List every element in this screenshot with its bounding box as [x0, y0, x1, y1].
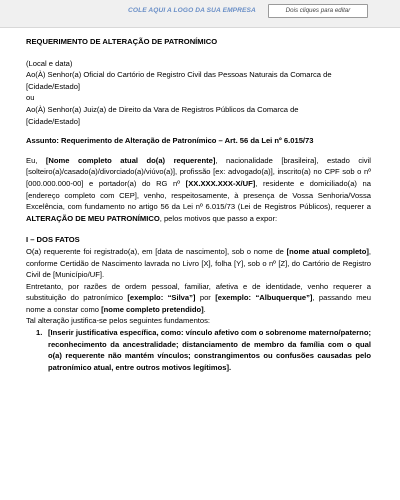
facts-2-new-name: [nome completo pretendido]	[101, 304, 204, 314]
intro-rg: [XX.XXX.XXX-X/UF]	[185, 178, 256, 188]
addressee-1-line-1: Ao(À) Senhor(a) Oficial do Cartório de Registro Civil das Pessoas Naturais da Comarca de	[26, 70, 332, 80]
facts-1-text-2: , conforme Certidão de Nascimento lavrada no Livro [X], folha [Y], sob o nº [Z], do Cartório de Registro Civil de [Município/UF].	[26, 246, 371, 280]
list-item	[36, 327, 371, 373]
intro-text-3: , residente e domiciliado(a) na [endereço completo com CEP], venho, respeitosamente, à presença de Vossa Senhoria/Vossa Excelência, com fundamento no artigo 56 da Lei nº 6.015/73 (Lei de Registros Públicos), requerer a	[26, 178, 371, 212]
facts-2-text-4: .	[203, 304, 206, 314]
justification-list	[26, 327, 371, 373]
intro-request: ALTERAÇÃO DE MEU PATRONÍMICO	[26, 213, 160, 223]
logo-placeholder-area[interactable]	[0, 0, 400, 28]
addressee-2-line-1: Ao(À) Senhor(a) Juiz(a) de Direito da Vara de Registros Públicos da Comarca de	[26, 104, 299, 114]
facts-2-example-1: [exemplo: “Silva”]	[127, 293, 196, 303]
facts-2-text-3: , passando meu nome a constar como	[26, 293, 371, 314]
addressee-2-line-2: [Cidade/Estado]	[26, 116, 81, 126]
document-title: REQUERIMENTO DE ALTERAÇÃO DE PATRONÍMICO	[26, 37, 218, 46]
section-heading-facts: I – DOS FATOS	[26, 235, 80, 245]
facts-2-text-1: Entretanto, por razões de ordem pessoal, familiar, afetiva e de identidade, venho requerer a substituição do patronímico	[26, 281, 371, 303]
or-separator: ou	[26, 93, 35, 103]
subject-line: Assunto: Requerimento de Alteração de Patronímico – Art. 56 da Lei nº 6.015/73	[26, 136, 314, 146]
list-item-text: [Inserir justificativa específica, como: vínculo afetivo com o sobrenome materno/paterno; reconhecimento da ancestralidade; distanciamento de membro da família com o qual o(a) requerente não mantém vínculos; constrangimentos ou confusões causadas pelo patronímico atual, entre outros motivos legítimos].	[48, 328, 371, 372]
list-item-number: 1.	[36, 328, 43, 338]
facts-2-text-2: por	[195, 293, 216, 303]
facts-2-example-2: [exemplo: “Albuquerque”]	[215, 293, 313, 303]
intro-text-2: , nacionalidade [brasileira], estado civil [solteiro(a)/casado(a)/divorciado(a)/viúvo(a)], profissão [ex: advogado(a)], inscrito(a) no CPF sob o nº [000.000.000-00] e portador(a) do RG nº	[26, 155, 371, 188]
intro-text-1: Eu,	[26, 155, 46, 165]
facts-1-name: [nome atual completo]	[286, 246, 369, 256]
intro-text-4: , pelos motivos que passo a expor:	[159, 213, 278, 223]
logo-placeholder-text: COLE AQUI A LOGO DA SUA EMPRESA	[128, 7, 256, 14]
intro-name: [Nome completo atual do(a) requerente]	[45, 155, 216, 165]
intro-paragraph	[26, 155, 371, 225]
facts-paragraph-2	[26, 281, 371, 316]
facts-paragraph-3: Tal alteração justifica-se pelos seguintes fundamentos:	[26, 316, 211, 326]
edit-button[interactable]: Dois cliques para editar	[268, 4, 368, 18]
addressee-1-line-2: [Cidade/Estado]	[26, 81, 81, 91]
facts-1-text-1: O(a) requerente foi registrado(a), em [data de nascimento], sob o nome de	[26, 246, 287, 256]
facts-paragraph-1	[26, 246, 371, 281]
document-body	[26, 36, 371, 373]
place-date: (Local e data)	[26, 58, 73, 68]
